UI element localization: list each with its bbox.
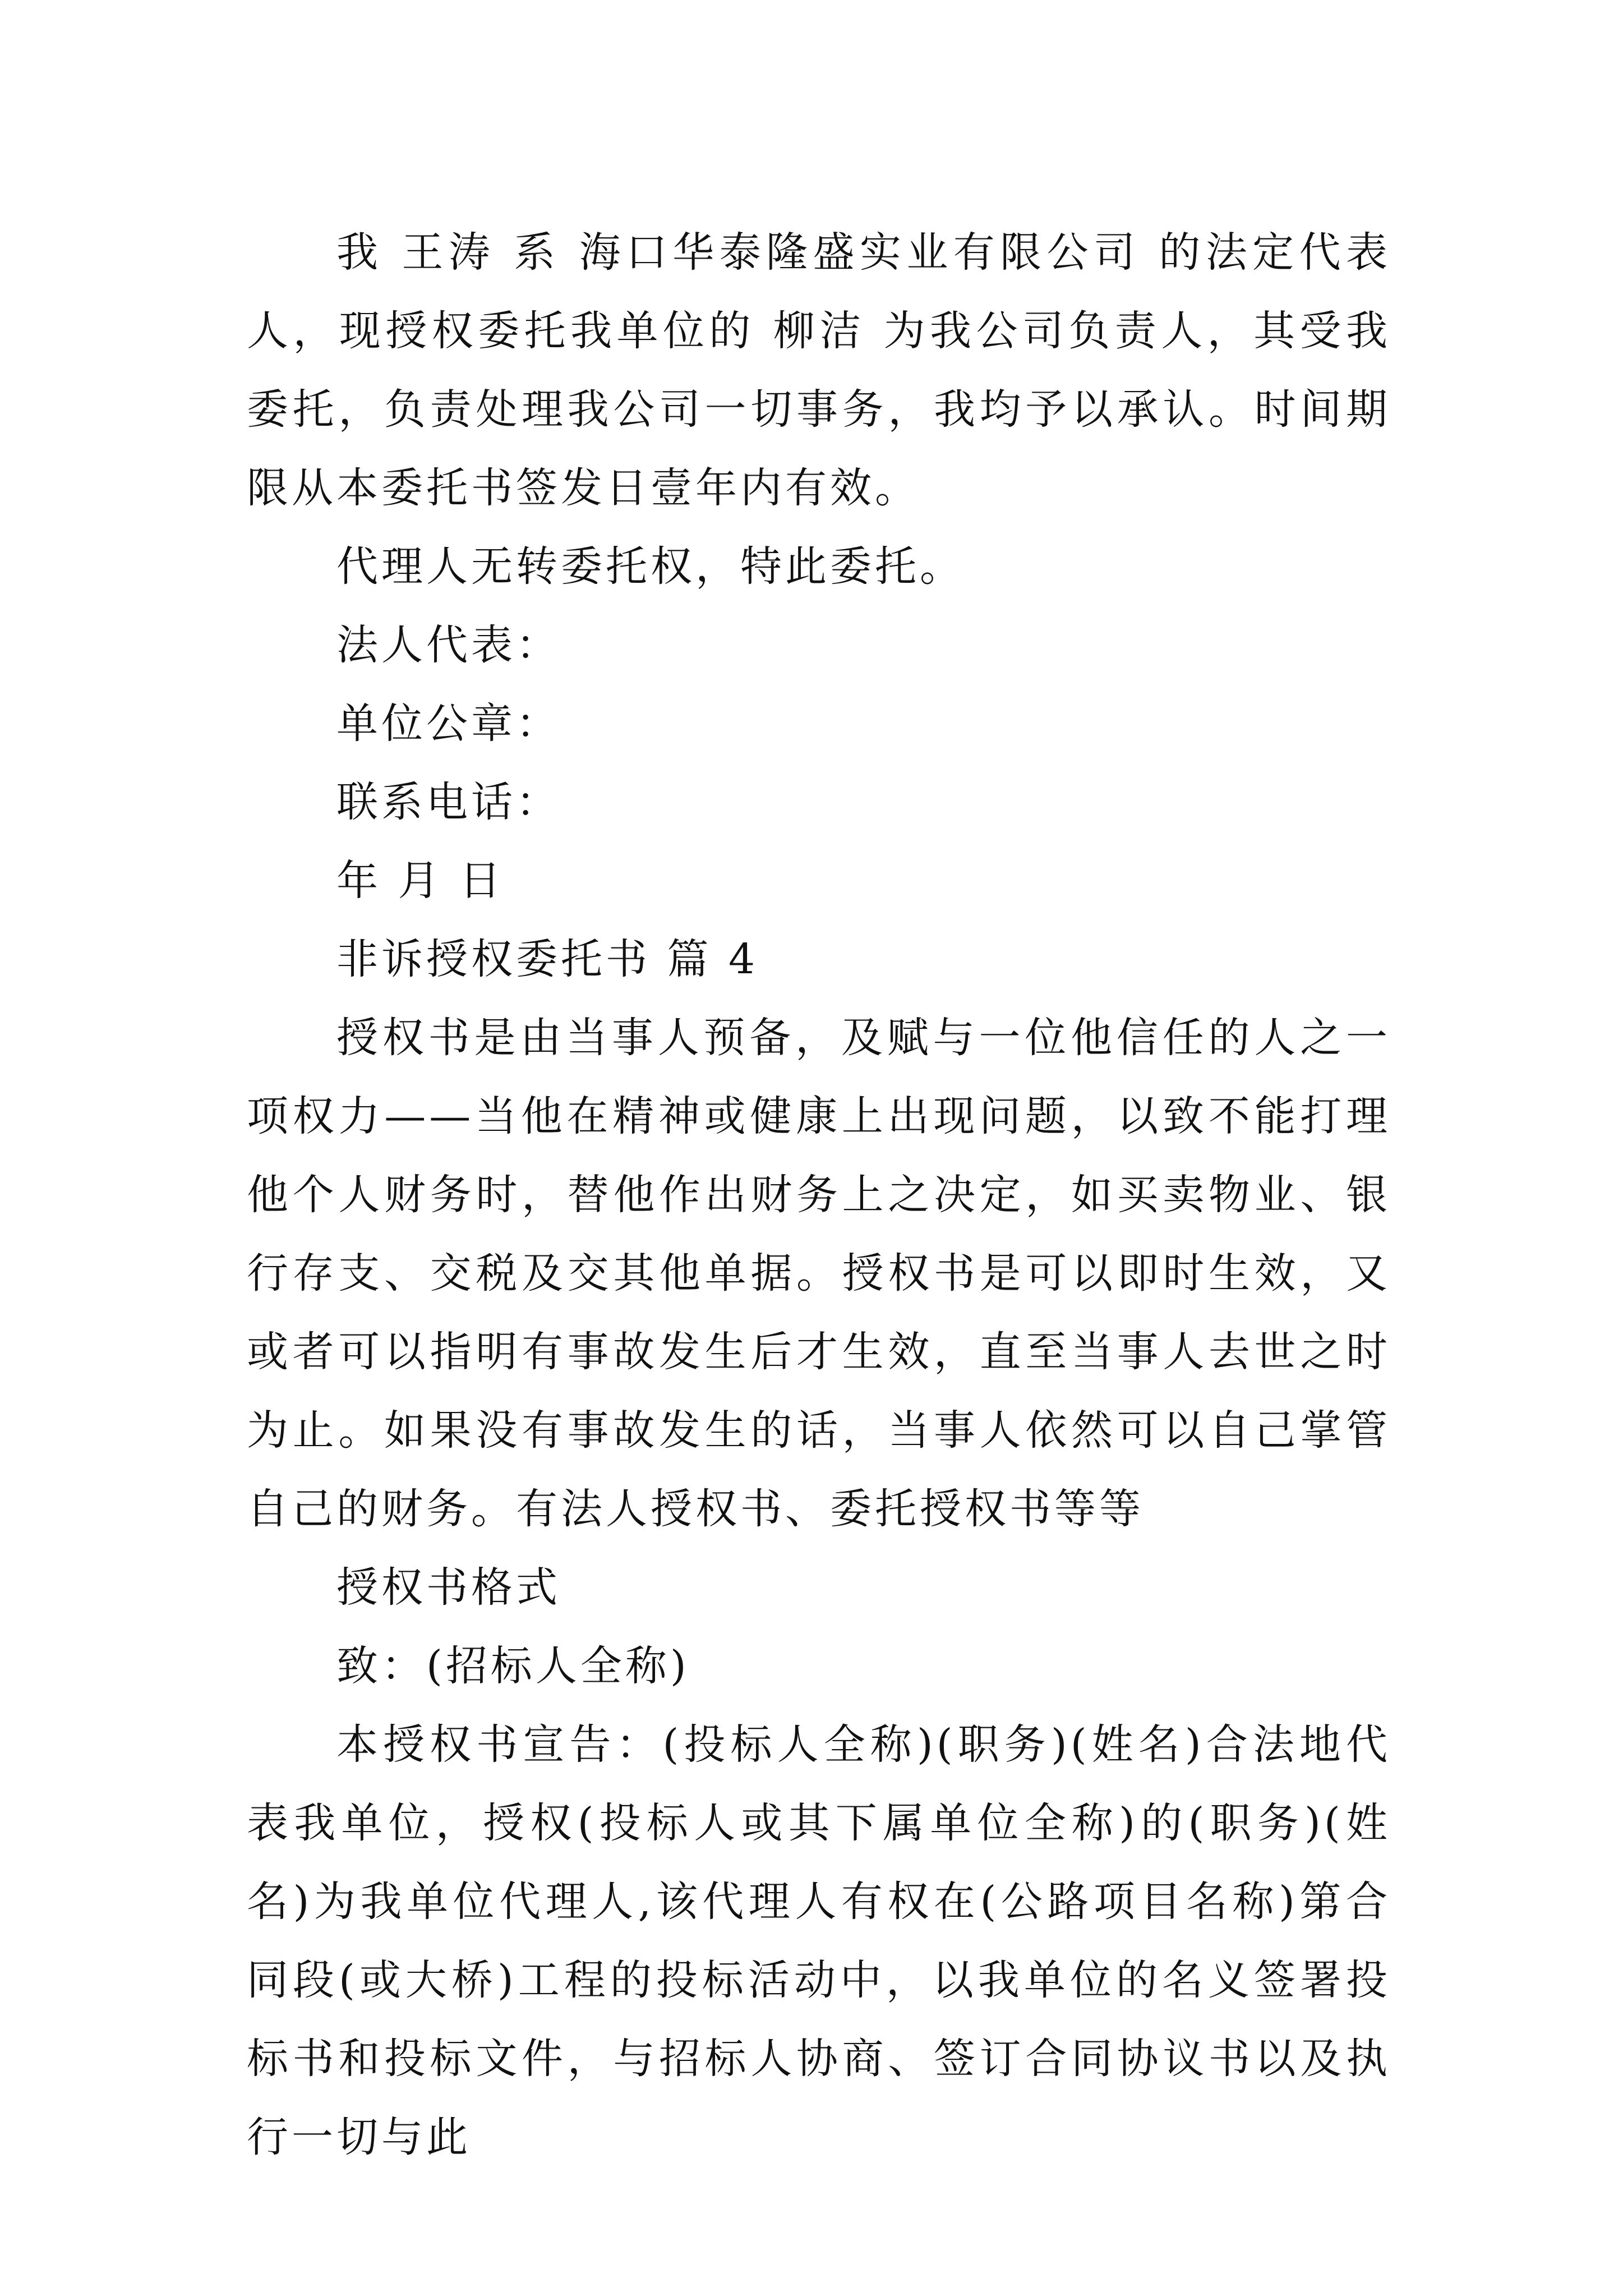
addressee-line: 致：(招标人全称) bbox=[336, 1642, 690, 1690]
legal-representative-label: 法人代表： bbox=[336, 621, 561, 669]
document-body bbox=[247, 213, 1391, 2177]
format-heading: 授权书格式 bbox=[336, 1563, 561, 1612]
company-seal-label: 单位公章： bbox=[336, 700, 561, 748]
section-heading: 非诉授权委托书 篇 4 bbox=[336, 935, 759, 983]
paragraph-authorization-statement: 我 王涛 系 海口华泰隆盛实业有限公司 的法定代表人，现授权委托我单位的 柳洁 为我公司负责人，其受我委托，负责处理我公司一切事务，我均予以承认。时间期限从本委托书签发日壹年内有效。 bbox=[247, 228, 1391, 512]
paragraph-no-subdelegation: 代理人无转委托权，特此委托。 bbox=[336, 542, 965, 591]
paragraph-authorization-declaration: 本授权书宣告：(投标人全称)(职务)(姓名)合法地代表我单位，授权(投标人或其下属单位全称)的(职务)(姓名)为我单位代理人,该代理人有权在(公路项目名称)第合同段(或大桥)工程的投标活动中，以我单位的名义签署投标书和投标文件，与招标人协商、签订合同协议书以及执行一切与此 bbox=[247, 1720, 1391, 2161]
date-line: 年 月 日 bbox=[336, 857, 505, 905]
paragraph-power-of-attorney-definition: 授权书是由当事人预备，及赋与一位他信任的人之一项权力——当他在精神或健康上出现问题，以致不能打理他个人财务时，替他作出财务上之决定，如买卖物业、银行存支、交税及交其他单据。授权书是可以即时生效，又或者可以指明有事故发生后才生效，直至当事人去世之时为止。如果没有事故发生的话，当事人依然可以自己掌管自己的财务。有法人授权书、委托授权书等等 bbox=[247, 1014, 1391, 1533]
contact-phone-label: 联系电话： bbox=[336, 778, 561, 826]
